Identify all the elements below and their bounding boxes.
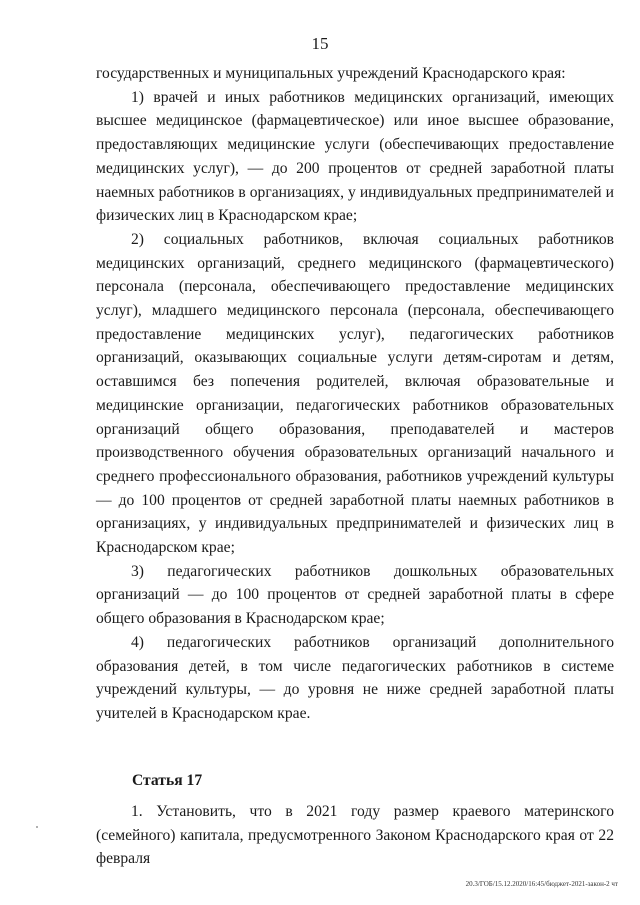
article-heading: Статья 17: [132, 772, 203, 789]
paragraph-item-2: 2) социальных работников, включая социальных работников медицинских организаций, среднего медицинского (фармацевтического) персонала (персонала, обеспечивающего предоставление медицинских услуг), младшего медицинского персонала (персонала, обеспечивающего предоставление медицинских услуг), педагогических работников организаций, оказывающих социальные услуги детям-сиротам и детям, оставшимся без попечения родителей, включая образовательные и медицинские организации, педагогических работников образовательных организаций общего образования, преподавателей и мастеров производственного обучения образовательных организаций начального и среднего профессионального образования, работников учреждений культуры — до 100 процентов от средней заработной платы наемных работников в организациях, у индивидуальных предпринимателей и физических лиц в Краснодарском крае;: [96, 230, 614, 557]
margin-mark: [36, 826, 38, 828]
article-paragraph-1: 1. Установить, что в 2021 году размер краевого материнского (семейного) капитала, предусмотренного Законом Краснодарского края от 22 февраля: [96, 803, 614, 868]
page-number: 15: [311, 34, 329, 53]
paragraph-continuation: государственных и муниципальных учреждений Краснодарского края:: [96, 65, 566, 82]
paragraph-item-3: 3) педагогических работников дошкольных образовательных организаций — до 100 процентов от средней заработной платы в сфере общего образования в Краснодарском крае;: [96, 562, 614, 628]
paragraph-item-1: 1) врачей и иных работников медицинских организаций, имеющих высшее медицинское (фармацевтическое) или иное высшее образование, предоставляющих медицинские услуги (обеспечивающих предоставление медицинских услуг), — до 200 процентов от средней заработной платы наемных работников в организациях, у индивидуальных предпринимателей и физических лиц в Краснодарском крае;: [96, 88, 614, 225]
paragraph-item-4: 4) педагогических работников организаций дополнительного образования детей, в том числе педагогических работников в системе учреждений культуры, — до уровня не ниже средней заработной платы учителей в Краснодарском крае.: [96, 633, 614, 722]
article-section: [96, 800, 614, 871]
footer-document-code: 20.3/ГОБ/15.12.2020/16:45/бюджет-2021-закон-2 чт: [465, 880, 618, 888]
document-body: [96, 62, 614, 726]
